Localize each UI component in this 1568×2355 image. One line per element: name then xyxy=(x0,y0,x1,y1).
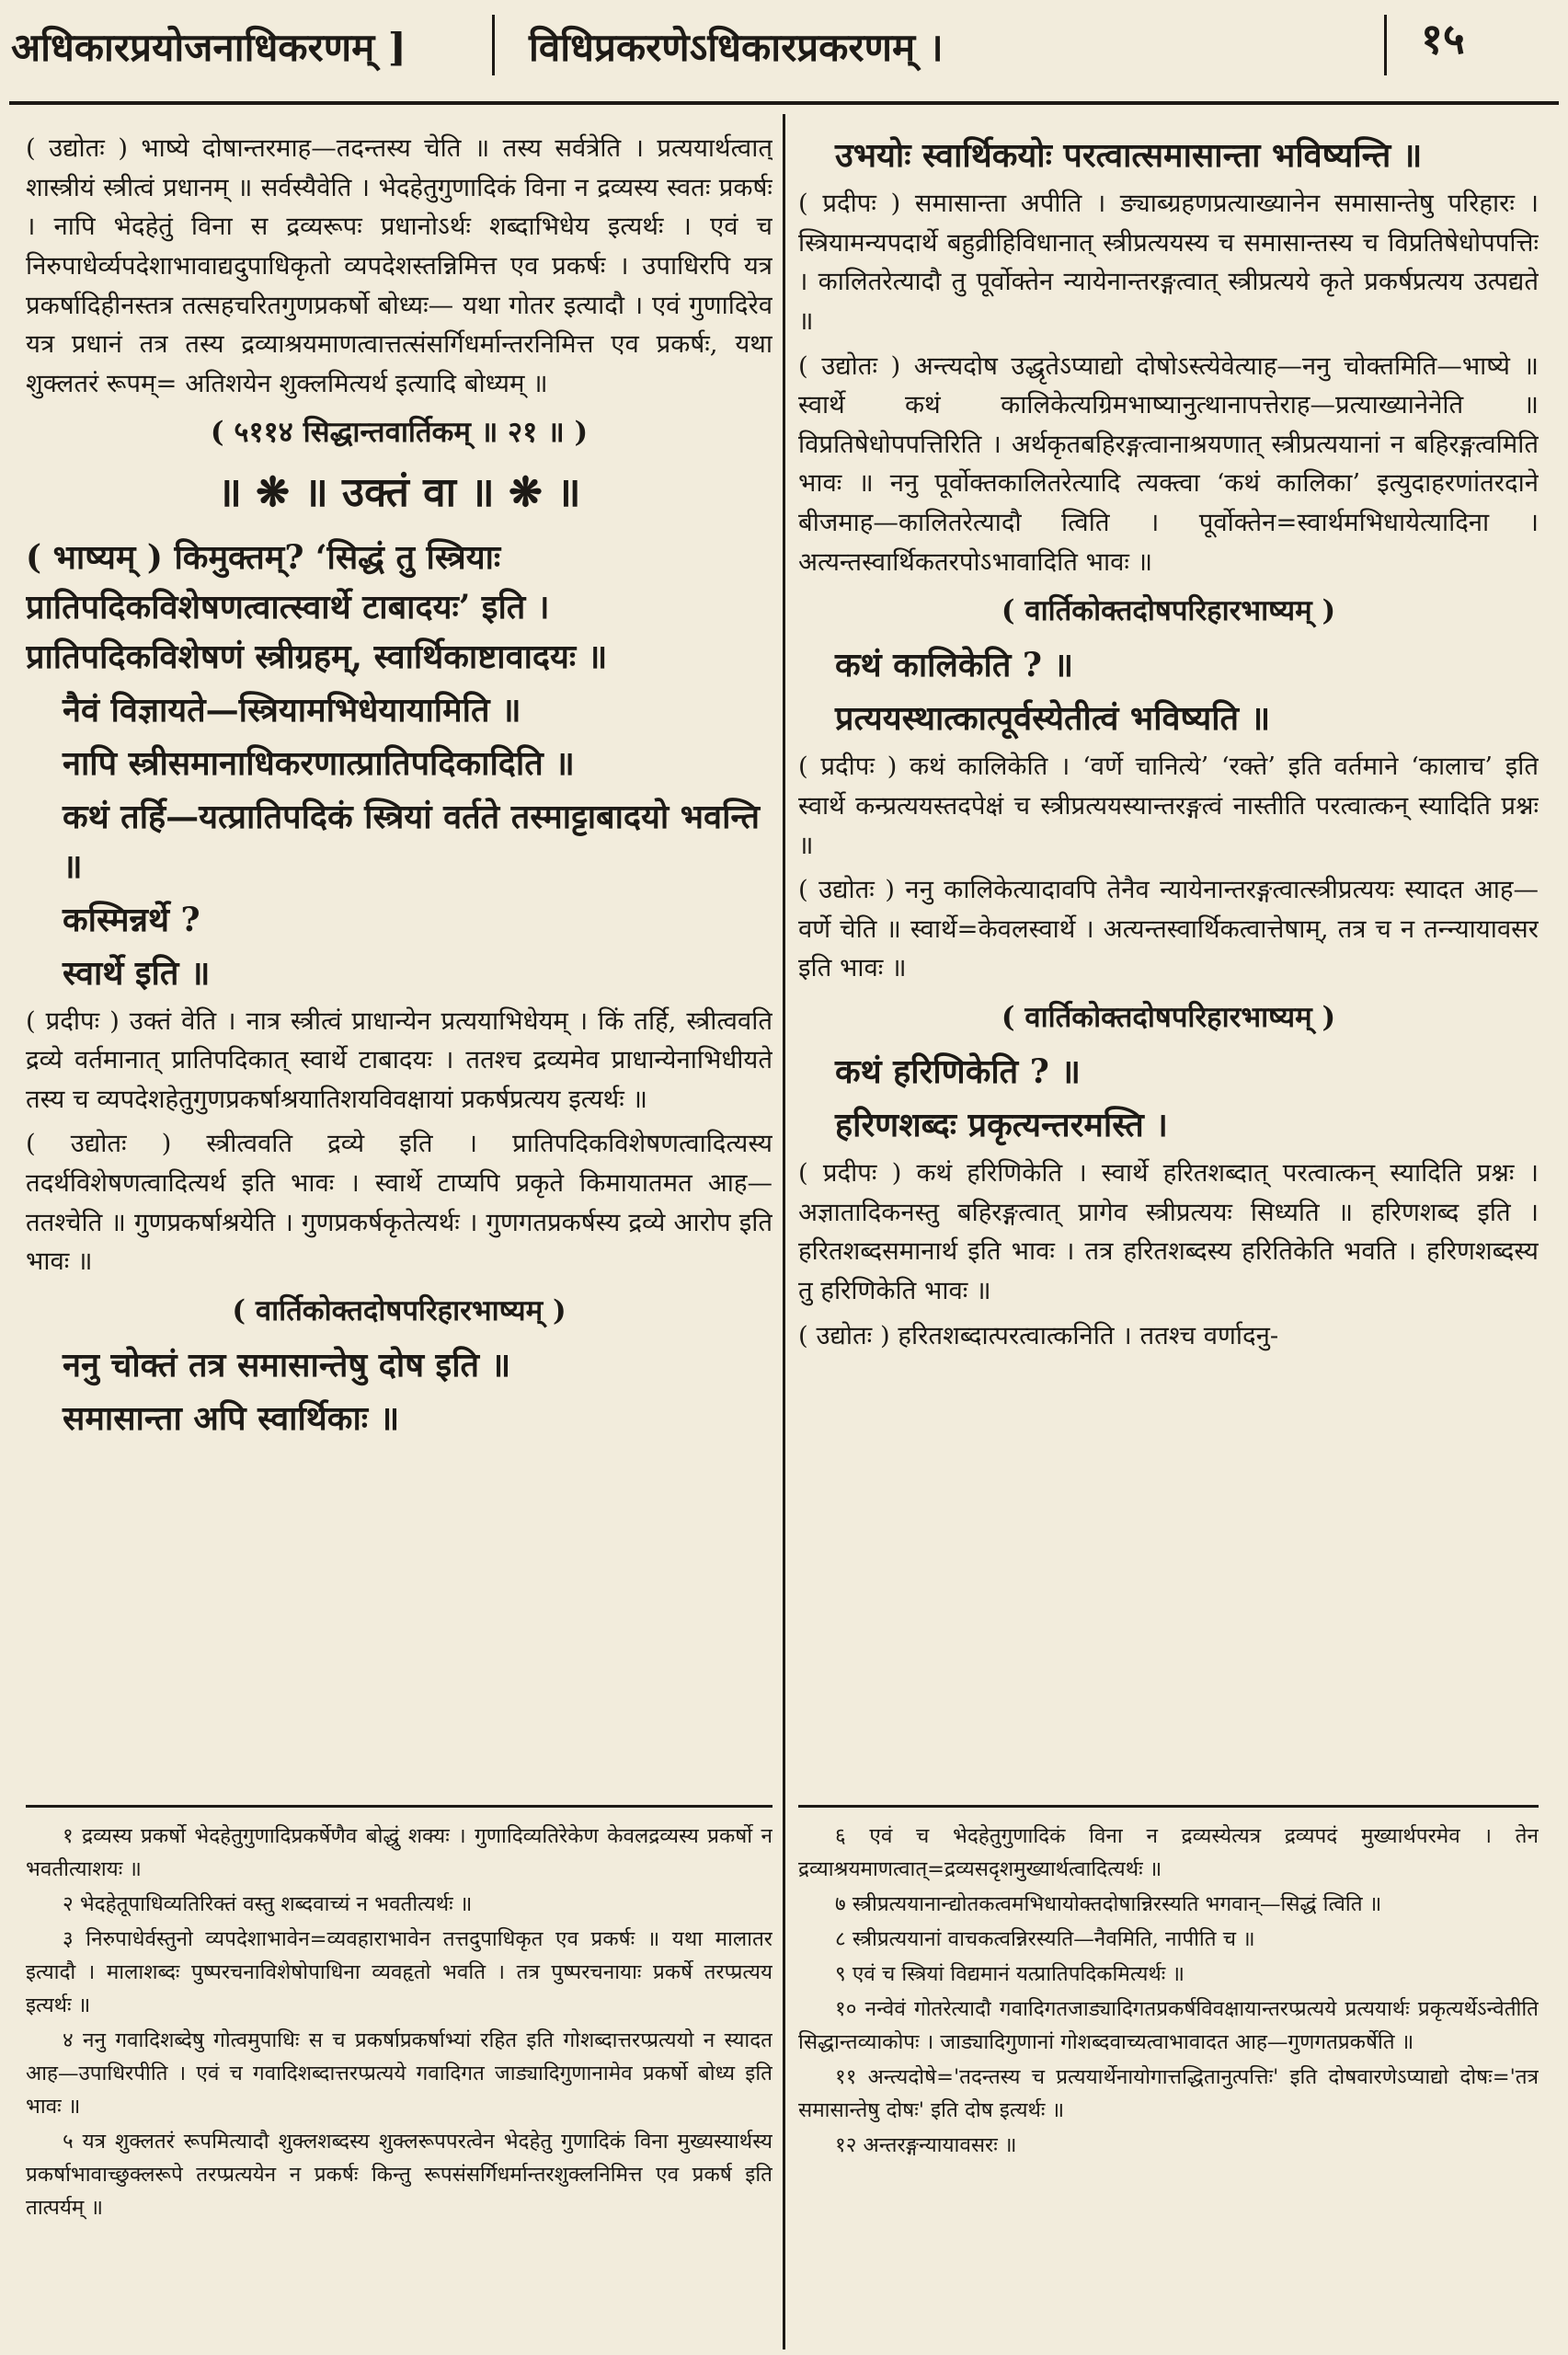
bhashya-text: हरिणशब्दः प्रकृत्यन्तरमस्ति । xyxy=(835,1106,1168,1145)
paragraph: ( उद्योतः ) ननु कालिकेत्यादावपि तेनैव न्यायेनान्तरङ्गत्वात्स्त्रीप्रत्ययः स्यादत आह—वर्णे चेति ॥ स्वार्थे=केवलस्वार्थे । अत्यन्तस्वार्थिकत्वात्तेषाम्, तत्र च न तन्न्यायावसर इति भावः ॥ xyxy=(798,875,1539,983)
bhashya-text: ननु चोक्तं तत्र समासान्तेषु दोष इति ॥ xyxy=(63,1346,511,1385)
paragraph: ( उद्योतः ) भाष्ये दोषान्तरमाह—तदन्तस्य चेति ॥ तस्य सर्वत्रेति । प्रत्ययार्थत्वात् शास्त्रीयं स्त्रीत्वं प्रधानम् ॥ सर्वस्यैवेति । भेदहेतुगुणादिकं विना न द्रव्यस्य स्वतः प्रकर्षः । नापि भेदहेतुं विना स द्रव्यरूपः प्रधानोऽर्थः शब्दाभिधेय इत्यर्थः । एवं च निरुपाधेर्व्यपदेशाभावाद्यदुपाधिकृतो व्यपदेशस्तन्निमित्त एव प्रकर्षः । उपाधिरपि यत्र प्रकर्षादिहीनस्तत्र तत्सहचरितगुणप्रकर्षो बोध्यः— यथा गोतर इत्यादौ । एवं गुणादिरेव यत्र प्रधानं तत्र तस्य द्रव्याश्रयमाणत्वात्तत्संसर्गिधर्मान्तरनिमित्त एव प्रकर्षः, यथा शुक्लतरं रूपम्= अतिशयेन शुक्लमित्यर्थ इत्यादि बोध्यम् ॥ xyxy=(26,133,773,398)
section-heading: ( वार्तिकोक्तदोषपरिहारभाष्यम् ) xyxy=(232,1293,567,1327)
footnote-rule-right xyxy=(798,1805,1539,1808)
bhashya-text: कथं हरिणिकेति ? ॥ xyxy=(835,1052,1081,1092)
page-number: १५ xyxy=(1421,14,1465,63)
header-divider xyxy=(492,15,495,75)
bhashya-text: नापि स्त्रीसमानाधिकरणात्प्रातिपदिकादिति ॥ xyxy=(63,743,575,783)
footnote: १ द्रव्यस्य प्रकर्षो भेदहेतुगुणादिप्रकर्षेणैव बोद्धुं शक्यः । गुणादिव्यतिरेकेण केवलद्रव्यस्य प्रकर्षो न भवतीत्याशयः ॥ xyxy=(26,1824,773,1881)
footnote: २ भेदहेतूपाधिव्यतिरिक्तं वस्तु शब्दवाच्यं न भवतीत्यर्थः ॥ xyxy=(63,1892,473,1916)
bhashya-text: समासान्ता अपि स्वार्थिकाः ॥ xyxy=(63,1399,400,1439)
bhashya-text: ( भाष्यम् ) किमुक्तम्? ‘सिद्धं तु स्त्रियाः प्रातिपदिकविशेषणत्वात्स्वार्थे टाबादयः’ इति । प्रातिपदिकविशेषणं स्त्रीग्रहम्, स्वार्थिकाष्टावादयः ॥ xyxy=(26,537,608,676)
header-left-title: अधिकारप्रयोजनाधिकरणम् ] xyxy=(11,25,406,70)
paragraph: ( प्रदीपः ) समासान्ता अपीति । ङ्याब्ग्रहणप्रत्याख्यानेन समासान्तेषु परिहारः । स्त्रियामन्यपदार्थे बहुव्रीहिविधानात् स्त्रीप्रत्ययस्य च समासान्तस्य च विप्रतिषेधोपपत्तिः । कालितरेत्यादौ तु पूर्वोक्तेन न्यायेनान्तरङ्गत्वात् स्त्रीप्रत्यये कृते प्रकर्षप्रत्यय उत्पद्यते ॥ xyxy=(798,189,1539,336)
footnote: ९ एवं च स्त्रियां विद्यमानं यत्प्रातिपदिकमित्यर्थः ॥ xyxy=(835,1962,1185,1986)
bhashya-text: कस्मिन्नर्थे ? xyxy=(63,900,200,939)
footnote: ४ ननु गवादिशब्देषु गोत्वमुपाधिः स च प्रकर्षाप्रकर्षाभ्यां रहित इति गोशब्दात्तरप्प्रत्ययो न स्यादत आह—उपाधिरपीति । एवं च गवादिशब्दात्तरप्प्रत्यये गवादिगत जाड्यादिगुणानामेव प्रकर्षो बोध्य इति भावः ॥ xyxy=(26,2028,773,2119)
footnote: ३ निरुपाधेर्वस्तुनो व्यपदेशाभावेन=व्यवहाराभावेन तत्तदुपाधिकृत एव प्रकर्षः ॥ यथा मालातर इत्यादौ । मालाशब्दः पुष्परचनाविशेषोपाधिना व्यवहृतो भवति । तत्र पुष्परचनायाः प्रकर्षे तरप्प्रत्यय इत्यर्थः ॥ xyxy=(26,1927,773,2017)
paragraph: ( उद्योतः ) हरितशब्दात्परत्वात्कनिति । ततश्च वर्णादनु- xyxy=(798,1320,1279,1350)
bhashya-text: कथं कालिकेति ? ॥ xyxy=(835,646,1074,685)
footnotes-left xyxy=(26,1820,773,2335)
footnote: ६ एवं च भेदहेतुगुणादिकं विना न द्रव्यस्येत्यत्र द्रव्यपदं मुख्यार्थपरमेव । तेन द्रव्याश्रयमाणत्वात्=द्रव्यसदृशमुख्यार्थत्वादित्यर्थः ॥ xyxy=(798,1824,1539,1881)
section-heading: ( वार्तिकोक्तदोषपरिहारभाष्यम् ) xyxy=(1001,1001,1336,1035)
footnotes-right xyxy=(798,1820,1539,2335)
paragraph: ( प्रदीपः ) उक्तं वेति । नात्र स्त्रीत्वं प्राधान्येन प्रत्ययाभिधेयम् । किं तर्हि, स्त्रीत्ववति द्रव्ये वर्तमानात् प्रातिपदिकात् स्वार्थे टाबादयः । ततश्च द्रव्यमेव प्राधान्येनाभिधीयते तस्य च व्यपदेशहेतुगुणप्रकर्षाश्रयातिशयविवक्षायां प्रकर्षप्रत्यय इत्यर्थः ॥ xyxy=(26,1005,773,1114)
column-divider xyxy=(783,114,785,2349)
bhashya-text: कथं तर्हि—यत्प्रातिपदिकं स्त्रियां वर्तते तस्माट्टाबादयो भवन्ति ॥ xyxy=(63,797,761,886)
bhashya-text: उभयोः स्वार्थिकयोः परत्वात्समासान्ता भविष्यन्ति ॥ xyxy=(835,136,1423,175)
paragraph: ( उद्योतः ) अन्त्यदोष उद्धृतेऽप्याद्यो दोषोऽस्त्येवेत्याह—ननु चोक्तमिति—भाष्ये ॥ स्वार्थे कथं कालिकेत्यग्रिमभाष्यानुत्थानापत्तेराह—प्रत्याख्यानेनेति ॥ विप्रतिषेधोपपत्तिरिति । अर्थकृतबहिरङ्गत्वानाश्रयणात् स्त्रीप्रत्ययानां न बहिरङ्गत्वमिति भावः ॥ ननु पूर्वोक्तकालितरेत्यादि त्यक्त्वा ‘कथं कालिका’ इत्युदाहरणांतरदाने बीजमाह—कालितरेत्यादौ त्विति । पूर्वोक्तेन=स्वार्थमभिधायेत्यादिना । अत्यन्तस्वार्थिकतरपोऽभावादिति भावः ॥ xyxy=(798,350,1539,577)
footnote-rule-left xyxy=(26,1805,773,1808)
footnote: १२ अन्तरङ्गन्यायावसरः ॥ xyxy=(835,2133,1017,2157)
footnote: ८ स्त्रीप्रत्ययानां वाचकत्वन्निरस्यति—नैवमिति, नापीति च ॥ xyxy=(835,1927,1255,1951)
bhashya-text: नैवं विज्ञायते—स्त्रियामभिधेयायामिति ॥ xyxy=(63,690,521,729)
running-header xyxy=(0,0,1568,107)
section-heading: ( वार्तिकोक्तदोषपरिहारभाष्यम् ) xyxy=(1001,594,1336,628)
footnote: ५ यत्र शुक्लतरं रूपमित्यादौ शुक्लशब्दस्य शुक्लरूपपरत्वेन भेदहेतु गुणादिकं विना मुख्यस्यार्थस्य प्रकर्षाभावाच्छुक्लरूपे तरप्प्रत्ययेन न प्रकर्षः किन्तु रूपसंसर्गिधर्मान्तरशुक्लनिमित्त एव प्रकर्ष इति तात्पर्यम् ॥ xyxy=(26,2130,773,2220)
header-rule xyxy=(9,101,1559,105)
header-divider xyxy=(1384,15,1387,75)
section-heading: ( ५११४ सिद्धान्तवार्तिकम् ॥ २१ ॥ ) xyxy=(210,416,589,450)
footnote: ११ अन्त्यदोषे='तदन्तस्य च प्रत्ययार्थेनायोगात्तद्धितानुत्पत्तिः' इति दोषवारणेऽप्याद्यो दोषः='तत्र समासान्तेषु दोषः' इति दोष इत्यर्थः ॥ xyxy=(798,2065,1539,2122)
varttika-heading: ॥ ❋ ॥ उक्तं वा ॥ ❋ ॥ xyxy=(217,469,581,517)
footnote: ७ स्त्रीप्रत्ययानान्द्योतकत्वमभिधायोक्तदोषान्निरस्यति भगवान्—सिद्धं त्विति ॥ xyxy=(835,1892,1382,1916)
right-column xyxy=(798,129,1539,1803)
left-column xyxy=(26,129,773,1798)
paragraph: ( उद्योतः ) स्त्रीत्ववति द्रव्ये इति । प्रातिपदिकविशेषणत्वादित्यस्य तदर्थविशेषणत्वादित्यर्थ इति भावः । स्वार्थे टाप्यपि प्रकृते किमायातमत आह—ततश्चेति ॥ गुणप्रकर्षाश्रयेति । गुणप्रकर्षकृतेत्यर्थः । गुणगतप्रकर्षस्य द्रव्ये आरोप इति भावः ॥ xyxy=(26,1129,773,1277)
paragraph: ( प्रदीपः ) कथं हरिणिकेति । स्वार्थे हरितशब्दात् परत्वात्कन् स्यादिति प्रश्नः । अज्ञातादिकनस्तु बहिरङ्गत्वात् प्रागेव स्त्रीप्रत्ययः सिध्यति ॥ हरिणशब्द इति । हरितशब्दसमानार्थ इति भावः । तत्र हरितशब्दस्य हरितिकेति भवति । हरिणशब्दस्य तु हरिणिकेति भावः ॥ xyxy=(798,1158,1539,1305)
bhashya-text: स्वार्थे इति ॥ xyxy=(63,953,211,993)
bhashya-text: प्रत्ययस्थात्कात्पूर्वस्येतीत्वं भविष्यति ॥ xyxy=(835,699,1271,739)
paragraph: ( प्रदीपः ) कथं कालिकेति । ‘वर्णे चानित्ये’ ‘रक्ते’ इति वर्तमाने ‘कालाच’ इति स्वार्थे कन्प्रत्ययस्तदपेक्षं च स्त्रीप्रत्ययस्यान्तरङ्गत्वं नास्तीति परत्वात्कन् स्यादिति प्रश्नः ॥ xyxy=(798,752,1539,860)
footnote: १० नन्वेवं गोतरेत्यादौ गवादिगतजाड्यादिगतप्रकर्षविवक्षायान्तरप्प्रत्यये प्रत्ययार्थः प्रकृत्यर्थेऽन्वेतीति सिद्धान्तव्याकोपः । जाड्यादिगुणानां गोशब्दवाच्यत्वाभावादत आह—गुणगतप्रकर्षेति ॥ xyxy=(798,1997,1539,2054)
header-center-title: विधिप्रकरणेऽधिकारप्रकरणम् । xyxy=(529,25,944,70)
